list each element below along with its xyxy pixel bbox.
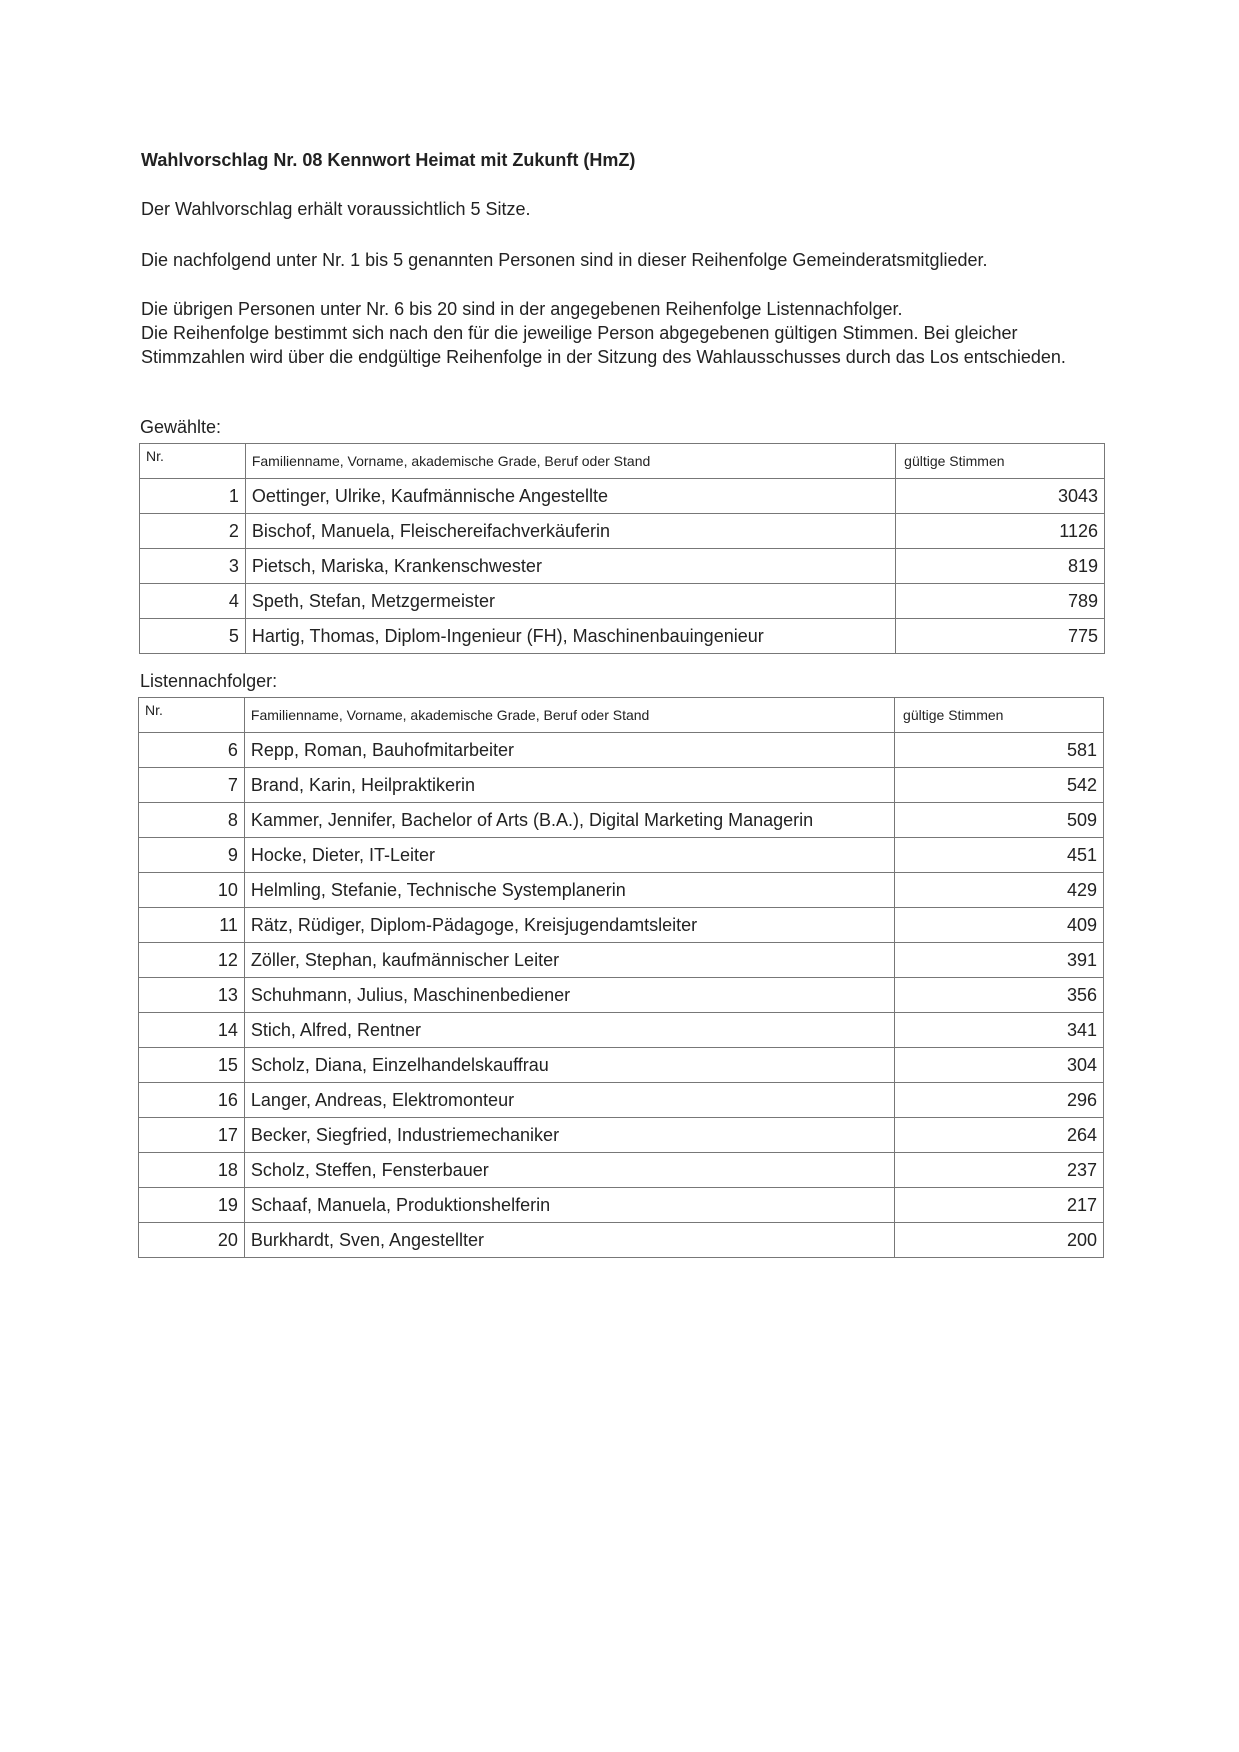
candidate-name: Becker, Siegfried, Industriemechaniker	[244, 1118, 894, 1153]
document-heading: Wahlvorschlag Nr. 08 Kennwort Heimat mit Zukunft (HmZ)	[141, 150, 636, 170]
table-header-row	[139, 698, 1104, 733]
table-row	[139, 873, 1104, 908]
candidate-number: 16	[139, 1083, 245, 1118]
candidate-number: 17	[139, 1118, 245, 1153]
table-row	[139, 1223, 1104, 1258]
column-header-name: Familienname, Vorname, akademische Grade, Beruf oder Stand	[245, 444, 895, 479]
candidate-name: Hocke, Dieter, IT-Leiter	[244, 838, 894, 873]
candidate-number: 2	[140, 514, 246, 549]
candidate-name: Rätz, Rüdiger, Diplom-Pädagoge, Kreisjugendamtsleiter	[244, 908, 894, 943]
candidate-name: Pietsch, Mariska, Krankenschwester	[245, 549, 895, 584]
successors-section-label: Listennachfolger:	[140, 671, 278, 691]
candidate-number: 11	[139, 908, 245, 943]
candidate-number: 10	[139, 873, 245, 908]
table-row	[139, 768, 1104, 803]
candidate-votes: 581	[895, 733, 1104, 768]
table-row	[140, 619, 1105, 654]
seats-paragraph: Der Wahlvorschlag erhält voraussichtlich 5 Sitze.	[141, 199, 531, 219]
candidate-number: 7	[139, 768, 245, 803]
candidate-number: 4	[140, 584, 246, 619]
order-rule-text: Die Reihenfolge bestimmt sich nach den für die jeweilige Person abgegebenen gültigen Stimmen. Bei gleicher Stimmzahlen wird über die endgültige Reihenfolge in der Sitzung des Wahlausschusses durch das Los entschieden.	[141, 323, 1066, 367]
table-header-row	[140, 444, 1105, 479]
table-row	[139, 838, 1104, 873]
candidate-votes: 775	[896, 619, 1105, 654]
table-row	[139, 1118, 1104, 1153]
table-row	[139, 1048, 1104, 1083]
candidate-name: Schaaf, Manuela, Produktionshelferin	[244, 1188, 894, 1223]
candidate-votes: 304	[895, 1048, 1104, 1083]
candidate-votes: 1126	[896, 514, 1105, 549]
candidate-number: 14	[139, 1013, 245, 1048]
table-row	[139, 908, 1104, 943]
candidate-number: 12	[139, 943, 245, 978]
table-row	[139, 1188, 1104, 1223]
elected-section-label: Gewählte:	[140, 417, 222, 437]
candidate-name: Burkhardt, Sven, Angestellter	[244, 1223, 894, 1258]
column-header-nr: Nr.	[139, 698, 245, 733]
elected-table	[139, 443, 1105, 654]
candidate-votes: 237	[895, 1153, 1104, 1188]
council-members-paragraph: Die nachfolgend unter Nr. 1 bis 5 genannten Personen sind in dieser Reihenfolge Gemeinderatsmitglieder.	[141, 250, 988, 270]
column-header-votes: gültige Stimmen	[895, 698, 1104, 733]
table-row	[139, 1153, 1104, 1188]
successors-paragraph	[141, 297, 1111, 369]
table-row	[139, 943, 1104, 978]
candidate-name: Brand, Karin, Heilpraktikerin	[244, 768, 894, 803]
candidate-votes: 391	[895, 943, 1104, 978]
candidate-number: 20	[139, 1223, 245, 1258]
candidate-votes: 341	[895, 1013, 1104, 1048]
candidate-number: 9	[139, 838, 245, 873]
column-header-votes: gültige Stimmen	[896, 444, 1105, 479]
candidate-votes: 264	[895, 1118, 1104, 1153]
candidate-name: Repp, Roman, Bauhofmitarbeiter	[244, 733, 894, 768]
candidate-number: 15	[139, 1048, 245, 1083]
candidate-votes: 217	[895, 1188, 1104, 1223]
candidate-votes: 356	[895, 978, 1104, 1013]
candidate-name: Langer, Andreas, Elektromonteur	[244, 1083, 894, 1118]
table-row	[140, 584, 1105, 619]
candidate-name: Speth, Stefan, Metzgermeister	[245, 584, 895, 619]
candidate-name: Zöller, Stephan, kaufmännischer Leiter	[244, 943, 894, 978]
candidate-votes: 200	[895, 1223, 1104, 1258]
table-row	[139, 1013, 1104, 1048]
candidate-number: 18	[139, 1153, 245, 1188]
successors-intro-text: Die übrigen Personen unter Nr. 6 bis 20 sind in der angegebenen Reihenfolge Listennachfolger.	[141, 299, 903, 319]
table-row	[139, 733, 1104, 768]
candidate-votes: 542	[895, 768, 1104, 803]
table-row	[140, 514, 1105, 549]
candidate-name: Scholz, Diana, Einzelhandelskauffrau	[244, 1048, 894, 1083]
candidate-votes: 429	[895, 873, 1104, 908]
candidate-name: Hartig, Thomas, Diplom-Ingenieur (FH), Maschinenbauingenieur	[245, 619, 895, 654]
candidate-name: Schuhmann, Julius, Maschinenbediener	[244, 978, 894, 1013]
candidate-votes: 296	[895, 1083, 1104, 1118]
candidate-name: Kammer, Jennifer, Bachelor of Arts (B.A.), Digital Marketing Managerin	[244, 803, 894, 838]
candidate-number: 5	[140, 619, 246, 654]
candidate-name: Helmling, Stefanie, Technische Systemplanerin	[244, 873, 894, 908]
candidate-votes: 3043	[896, 479, 1105, 514]
column-header-nr: Nr.	[140, 444, 246, 479]
table-row	[139, 978, 1104, 1013]
candidate-number: 8	[139, 803, 245, 838]
candidate-number: 1	[140, 479, 246, 514]
successors-table	[138, 697, 1104, 1258]
candidate-number: 19	[139, 1188, 245, 1223]
candidate-votes: 789	[896, 584, 1105, 619]
candidate-name: Scholz, Steffen, Fensterbauer	[244, 1153, 894, 1188]
candidate-votes: 509	[895, 803, 1104, 838]
table-row	[139, 1083, 1104, 1118]
candidate-number: 3	[140, 549, 246, 584]
candidate-number: 13	[139, 978, 245, 1013]
candidate-number: 6	[139, 733, 245, 768]
table-row	[140, 549, 1105, 584]
candidate-name: Oettinger, Ulrike, Kaufmännische Angestellte	[245, 479, 895, 514]
candidate-name: Stich, Alfred, Rentner	[244, 1013, 894, 1048]
table-row	[139, 803, 1104, 838]
column-header-name: Familienname, Vorname, akademische Grade, Beruf oder Stand	[244, 698, 894, 733]
table-row	[140, 479, 1105, 514]
candidate-votes: 409	[895, 908, 1104, 943]
candidate-votes: 819	[896, 549, 1105, 584]
candidate-name: Bischof, Manuela, Fleischereifachverkäuferin	[245, 514, 895, 549]
candidate-votes: 451	[895, 838, 1104, 873]
